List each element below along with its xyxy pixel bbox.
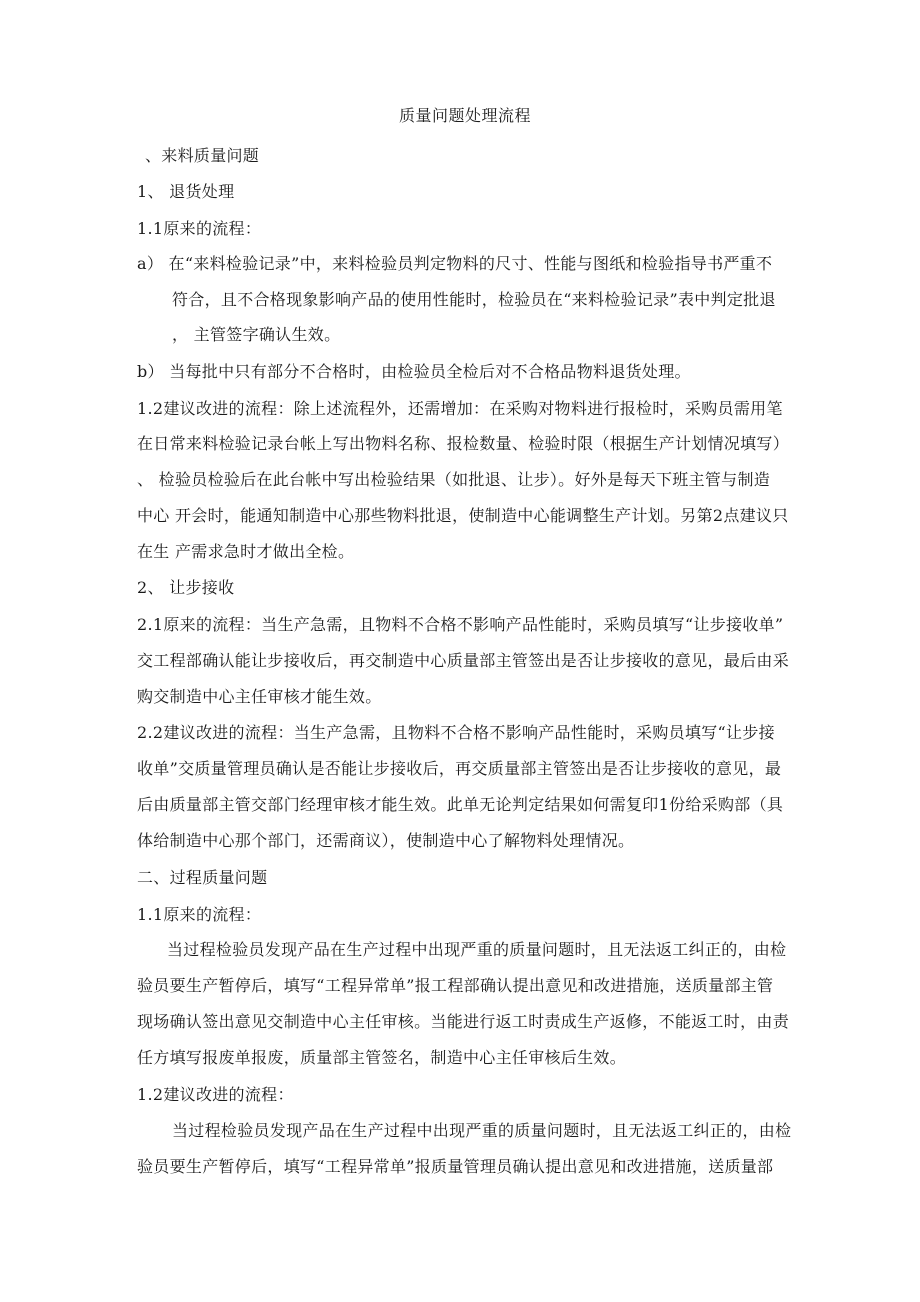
text-line: 当过程检验员发现产品在生产过程中出现严重的质量问题时，且无法返工纠正的，由检 [172,1121,792,1140]
text-line: 、 检验员检验后在此台帐中写出检验结果（如批退、让步）。好外是每天下班主管与制造 [137,470,771,489]
text-line: 在日常来料检验记录台帐上写出物料名称、报检数量、检验时限（根据生产计划情况填写） [137,434,790,453]
subsection-heading-concession: 2、 让步接收 [137,578,235,597]
text-line: 现场确认签出意见交制造中心主任审核。当能进行返工时责成生产返修，不能返工时，由责 [137,1012,790,1031]
text-line: 在生 产需求急时才做出全检。 [137,542,355,561]
text-line: a） 在“来料检验记录”中，来料检验员判定物料的尺寸、性能与图纸和检验指导书严重不 [137,254,773,273]
text-line: 任方填写报废单报废，质量部主管签名，制造中心主任审核后生效。 [137,1048,627,1067]
paragraph-heading: 1.2建议改进的流程： [137,1085,294,1104]
paragraph-heading: 1.1原来的流程： [137,905,262,924]
text-line: 购交制造中心主任审核才能生效。 [137,687,382,706]
text-line: 2.1原来的流程：当生产急需，且物料不合格不影响产品性能时，采购员填写“让步接收单” [137,615,784,634]
text-line: 后由质量部主管交部门经理审核才能生效。此单无论判定结果如何需复印1份给采购部（具 [137,795,784,814]
text-line: 1.2建议改进的流程：除上述流程外，还需增加：在采购对物料进行报检时，采购员需用笔 [137,399,783,418]
text-line: 交工程部确认能让步接收后，再交制造中心质量部主管签出是否让步接收的意见，最后由采 [137,651,790,670]
text-line: 体给制造中心那个部门，还需商议），使制造中心了解物料处理情况。 [137,831,635,850]
section-heading-process: 二、过程质量问题 [137,868,268,887]
text-line: 验员要生产暂停后，填写“工程异常单”报工程部确认提出意见和改进措施，送质量部主管 [137,976,774,995]
text-line: ， 主管签字确认生效。 [172,325,341,344]
text-line: 收单”交质量管理员确认是否能让步接收后，再交质量部主管签出是否让步接收的意见，最 [137,759,782,778]
text-line: 中心 开会时，能通知制造中心那些物料批退，使制造中心能调整生产计划。另第2点建议只 [137,506,789,525]
paragraph-heading: 1.1原来的流程： [137,219,262,238]
text-line: 2.2建议改进的流程：当生产急需，且物料不合格不影响产品性能时，采购员填写“让步接 [137,723,775,742]
subsection-heading-return: 1、 退货处理 [137,182,235,201]
text-line: b） 当每批中只有部分不合格时，由检验员全检后对不合格品物料退货处理。 [137,362,691,381]
text-line: 当过程检验员发现产品在生产过程中出现严重的质量问题时，且无法返工纠正的，由检 [167,940,787,959]
text-line: 验员要生产暂停后，填写“工程异常单”报质量管理员确认提出意见和改进措施，送质量部 [137,1157,774,1176]
text-line: 符合，且不合格现象影响产品的使用性能时，检验员在“来料检验记录”表中判定批退 [172,290,776,309]
section-heading-incoming: 、来料质量问题 [145,146,260,165]
page-title: 质量问题处理流程 [399,106,532,125]
